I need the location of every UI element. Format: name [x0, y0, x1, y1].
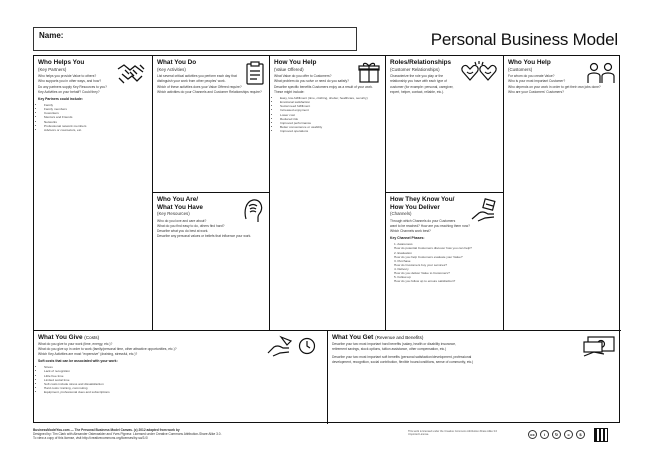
- costs-block: [34, 331, 328, 424]
- revenue-title-text: What You Get: [332, 334, 374, 341]
- value-offered-subtitle: (Value Offered): [274, 66, 304, 72]
- business-model-canvas: [33, 55, 620, 423]
- costs-list-label: Soft costs that can be associated with your work:: [38, 359, 118, 364]
- hearts-icon: [458, 60, 500, 86]
- partners-line: Who helps you provide Value to others?: [38, 74, 97, 78]
- relationships-line: relationship you have with each type of: [390, 79, 447, 84]
- revenue-title: [332, 334, 617, 342]
- nc-icon: $: [576, 430, 585, 439]
- list-item: • Reduced risk: [280, 117, 381, 121]
- channels-subtitle: (Channels): [390, 211, 412, 216]
- name-label: Name:: [39, 31, 64, 40]
- list-item: • Social need fulfillment: [280, 104, 381, 108]
- list-item: 3. Purchase: [394, 258, 411, 263]
- list-item: 1. Awareness: [394, 242, 413, 247]
- partners-line: Key Activities on your behalf? Could they?: [38, 89, 100, 94]
- qr-code-icon: [594, 428, 608, 442]
- activities-line: Which of these activities does your Value Offered require?: [157, 84, 242, 89]
- value-offered-title: How You Help: [274, 59, 317, 66]
- key-activities-subtitle: (Key Activities): [157, 66, 186, 72]
- handshake-icon: [116, 61, 146, 87]
- revenue-line: development, recognition, social contribution, flexible hours/conditions, sense of community, etc.): [332, 360, 474, 365]
- list-item: • Networks: [44, 120, 148, 124]
- name-field[interactable]: [33, 27, 357, 51]
- list-item: How do potential Customers discover how you can help?: [394, 246, 472, 251]
- partners-list: [38, 103, 148, 132]
- value-line: What problem do you solve or need do you satisfy?: [274, 79, 349, 84]
- list-item: • Family: [44, 103, 148, 107]
- footer-line: BusinessModelYou.com — The Personal Business Model Canvas. (c) 2012 adapted from work by: [33, 428, 180, 432]
- value-line: What Value do you offer to Customers?: [274, 74, 332, 78]
- key-partners-subtitle: (Key Partners): [38, 66, 67, 72]
- relationships-block: [386, 56, 504, 193]
- channels-line: want to be reached? How are you reaching them now?: [390, 223, 470, 228]
- key-resources-subtitle: (Key Resources): [157, 211, 190, 216]
- resources-line: Describe any personal values or beliefs that influence your work.: [157, 234, 252, 239]
- relationships-line: customer (for example: personal, caregiver,: [390, 84, 454, 89]
- partners-list-label: Key Partners could include:: [38, 97, 83, 102]
- channels-title-2: How You Deliver: [390, 203, 440, 211]
- key-partners-title: Who Helps You: [38, 59, 85, 66]
- resources-line: Describe what you do best at work.: [157, 229, 209, 234]
- list-item: • Equipment, professional dues and subscriptions: [44, 390, 323, 394]
- costs-title-text: What You Give: [38, 334, 83, 341]
- list-item: • Mentors and Friends: [44, 115, 148, 119]
- by-icon: i: [540, 430, 549, 439]
- list-item: • Professional network members: [44, 124, 148, 128]
- money-cash-icon: [582, 335, 616, 359]
- gift-icon: [358, 61, 380, 83]
- list-item: • Improved operations: [280, 129, 381, 133]
- list-item: 4. Delivery: [394, 266, 409, 271]
- value-offered-block: [270, 56, 386, 331]
- page-title: Personal Business Model: [430, 30, 618, 49]
- costs-subtitle: (Costs): [84, 335, 100, 340]
- people-group-icon: [586, 61, 618, 85]
- list-item: • Coworkers: [44, 111, 148, 115]
- list-item: • Easy, low-fulfillment (time, clothing, shelter, healthcare, security): [280, 96, 381, 100]
- costs-list: [38, 365, 323, 394]
- list-item: How do you help Customers evaluate your Value?: [394, 254, 463, 259]
- value-line: Describe specific benefits Customers enjoy as a result of your work.: [274, 84, 373, 89]
- activities-line: List several critical activities you perform each day that: [157, 74, 237, 78]
- resources-line: Who do you love and care about?: [157, 218, 207, 223]
- activities-line: distinguish your work from other peoples' work.: [157, 79, 226, 84]
- partners-line: Do any partners supply Key Resources to you?: [38, 84, 107, 89]
- key-partners-block: [34, 56, 153, 331]
- list-item: • Emotional satisfaction: [280, 100, 381, 104]
- list-item: • Lower cost: [280, 113, 381, 117]
- footer-line: Designed by: Tim Clark with Alexander Osterwalder and Yves Pigneur. Licensed under Creative Commons Attribution-Share Alike 3.0.: [33, 432, 222, 437]
- list-item: • Hard costs: training, commuting: [44, 386, 323, 390]
- resources-line: What do you find easy to do, others find hard?: [157, 223, 225, 228]
- footer-license: [408, 428, 618, 442]
- license-text: This work is licensed under the Creative Commons Attribution-Share Alike 3.0 Unported License.: [408, 430, 498, 437]
- list-item: • Lack of recognition: [44, 369, 323, 373]
- key-activities-title: What You Do: [157, 59, 197, 66]
- list-item: • Limited social time: [44, 378, 323, 382]
- costs-line: What do you give to your work (time, energy, etc.)?: [38, 341, 113, 346]
- relationships-title: Roles/Relationships: [390, 59, 452, 66]
- channels-line: Through which Channels do your Customers: [390, 218, 456, 223]
- list-item: • Soft costs include stress and dissatisfaction: [44, 382, 323, 386]
- person-head-icon: [241, 197, 265, 223]
- clipboard-icon: [245, 61, 265, 85]
- customers-block: [504, 56, 621, 331]
- channels-list-label: Key Channel Phases:: [390, 236, 425, 241]
- list-item: • Improved performance: [280, 121, 381, 125]
- customers-line: Who is your most important Customer?: [508, 79, 566, 84]
- list-item: • Better convenience or usability: [280, 125, 381, 129]
- list-item: • Stress: [44, 365, 323, 369]
- nd-icon: =: [564, 430, 573, 439]
- sa-icon: ↻: [552, 430, 561, 439]
- value-list: [274, 96, 381, 133]
- key-resources-title: Who You Are/: [157, 196, 199, 203]
- customers-subtitle: (Customers): [508, 66, 533, 72]
- key-resources-block: [153, 193, 270, 331]
- relationships-line: Characterize the role you play or the: [390, 74, 444, 78]
- list-item: How do Customers buy your services?: [394, 262, 447, 267]
- customers-line: For whom do you create Value?: [508, 74, 555, 78]
- cc-icon: cc: [528, 430, 537, 439]
- hand-delivery-icon: [470, 197, 498, 223]
- costs-line: Which Key Activities are most "expensive" (draining, stressful, etc.)?: [38, 352, 138, 357]
- clock-icon: [298, 337, 316, 355]
- revenue-line: Describe your two most important soft benefits (personal satisfaction/development, professional: [332, 355, 472, 360]
- revenue-block: [328, 331, 621, 424]
- hand-giving-icon: [266, 335, 294, 357]
- list-item: 5. Follow-up: [394, 275, 411, 280]
- partners-line: Who supports you in other ways, and how?: [38, 79, 102, 84]
- relationships-line: expert, helper, contact, reliable, etc.).: [390, 89, 445, 94]
- channels-title: How They Know You/: [390, 196, 455, 203]
- value-line: These might include:: [274, 89, 305, 94]
- customers-line: Who are your Customers' Customers?: [508, 89, 564, 94]
- list-item: How do you follow up to ensure satisfaction?: [394, 279, 456, 284]
- channels-list: [390, 242, 499, 283]
- key-resources-title-2: What You Have: [157, 203, 203, 211]
- channels-block: [386, 193, 504, 331]
- key-activities-block: [153, 56, 270, 193]
- footer-credits: [33, 428, 293, 441]
- list-item: • Little free time: [44, 374, 323, 378]
- revenue-line: retirement savings, stock options, tuition assistance, other compensation, etc.): [332, 346, 447, 351]
- list-item: • Family members: [44, 107, 148, 111]
- customers-line: Who depends on your work in order to get their own jobs done?: [508, 84, 601, 89]
- channels-line: Which Channels work best?: [390, 229, 431, 234]
- list-item: How do you deliver Value to Customers?: [394, 271, 450, 276]
- list-item: • Advisors or counselors, etc.: [44, 128, 148, 132]
- relationships-subtitle: (Customer Relationships): [390, 66, 440, 72]
- costs-line: What do you give up in order to work (family/personal time, other attractive opportunities, etc.)?: [38, 346, 177, 351]
- list-item: 2. Evaluation: [394, 250, 412, 255]
- revenue-line: Describe your two most important hard benefits (salary, health or disability insurance,: [332, 341, 456, 346]
- revenue-subtitle: (Revenue and Benefits): [375, 335, 424, 340]
- customers-title: Who You Help: [508, 59, 551, 66]
- activities-line: Which activities do your Channels and Customer Relationships require?: [157, 89, 262, 94]
- footer-line: To view a copy of this license, visit http://creativecommons.org/licenses/by-sa/3.0/: [33, 436, 148, 441]
- list-item: • Increased enjoyment: [280, 108, 381, 112]
